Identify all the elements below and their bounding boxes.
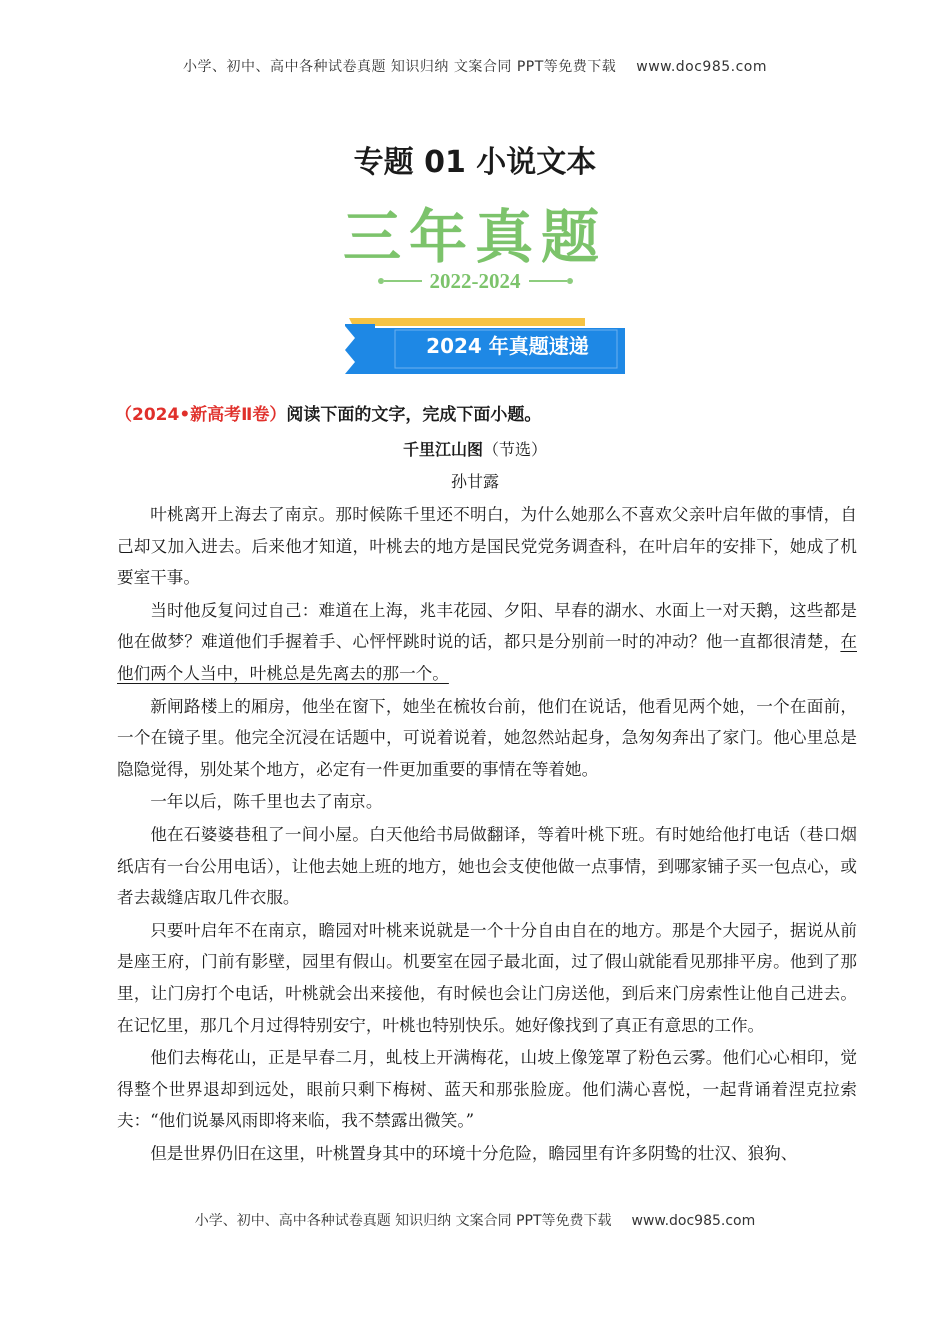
article-title-note: （节选） (483, 440, 548, 459)
big-title: 三年真题 (342, 203, 607, 271)
article-title-text: 千里江山图 (402, 440, 483, 459)
paragraph: 一年以后，陈千里也去了南京。 (150, 792, 383, 812)
section-banner (345, 318, 625, 374)
left-divider (384, 280, 422, 282)
paragraph: 叶桃离开上海去了南京。那时候陈千里还不明白，为什么她那么不喜欢父亲叶启年做的事情，自己却又加入进去。后来他才知道，叶桃去的地方是国民党党务调查科，在叶启年的安排下，她成了机要室干事。 (117, 505, 857, 588)
paragraph: 只要叶启年不在南京，瞻园对叶桃来说就是一个十分自由自在的地方。那是个大园子，据说从前是座王府，门前有影壁，园里有假山。机要室在园子最北面，过了假山就能看见那排平房。他到了那里，让门房打个电话，叶桃就会出来接他，有时候也会让门房送他，到后来门房索性让他自己进去。在记忆里，那几个月过得特别安宁，叶桃也特别快乐。她好像找到了真正有意思的工作。 (117, 920, 857, 1035)
header-site-link[interactable]: www.doc985.com (636, 59, 768, 75)
paragraph: 但是世界仍旧在这里，叶桃置身其中的环境十分危险，瞻园里有许多阴鸷的壮汉、狼狗、 (150, 1143, 798, 1163)
right-dot-icon (567, 278, 573, 284)
article-author: 孙甘露 (450, 472, 499, 491)
question-instruction: 阅读下面的文字，完成下面小题。 (286, 405, 542, 425)
article-body (117, 499, 857, 1170)
paragraph: 新闸路楼上的厢房，他坐在窗下，她坐在梳妆台前，他们在说话，他看见两个她，一个在面前，一个在镜子里。他完全沉浸在话题中，可说着说着，她忽然站起身，急匆匆奔出了家门。他心里总是隐隐觉得，别处某个地方，必定有一件更加重要的事情在等着她。 (117, 696, 857, 779)
paragraph: 他们去梅花山，正是早春二月，虬枝上开满梅花，山坡上像笼罩了粉色云雾。他们心心相印，觉得整个世界退却到远处，眼前只剩下梅树、蓝天和那张脸庞。他们满心喜悦，一起背诵着涅克拉索夫：“他们说暴风雨即将来临，我不禁露出微笑。” (117, 1048, 857, 1131)
article-title (0, 437, 950, 460)
question-source: （2024•新高考Ⅱ卷） (115, 405, 287, 425)
paragraph: 当时他反复问过自己：难道在上海，兆丰花园、夕阳、早春的湖水、水面上一对天鹅，这些都是他在做梦？难道他们手握着手、心怦怦跳时说的话，都只是分别前一时的冲动？他一直都很清楚，在他们两个人当中，叶桃总是先离去的那一个。 (117, 600, 857, 683)
years-label: 2022-2024 (429, 268, 521, 293)
header-text: 小学、初中、高中各种试卷真题 知识归纳 文案合同 PPT等免费下载 (182, 59, 617, 75)
page-footer (0, 1210, 950, 1230)
years-row (355, 266, 595, 296)
page-header (0, 56, 950, 76)
footer-text: 小学、初中、高中各种试卷真题 知识归纳 文案合同 PPT等免费下载 (194, 1213, 612, 1229)
topic-title: 专题 01 小说文本 (353, 145, 597, 180)
underlined-sentence: 在他们两个人当中，叶桃总是先离去的那一个。 (117, 632, 857, 683)
question-intro (115, 400, 541, 425)
paragraph: 他在石婆婆巷租了一间小屋。白天他给书局做翻译，等着叶桃下班。有时她给他打电话（巷口烟纸店有一台公用电话），让他去她上班的地方，她也会支使他做一点事情，到哪家铺子买一包点心，或者去裁缝店取几件衣服。 (117, 824, 857, 908)
footer-site-link[interactable]: www.doc985.com (631, 1213, 756, 1229)
right-divider (529, 280, 567, 282)
banner-label: 2024 年真题速递 (426, 334, 589, 358)
